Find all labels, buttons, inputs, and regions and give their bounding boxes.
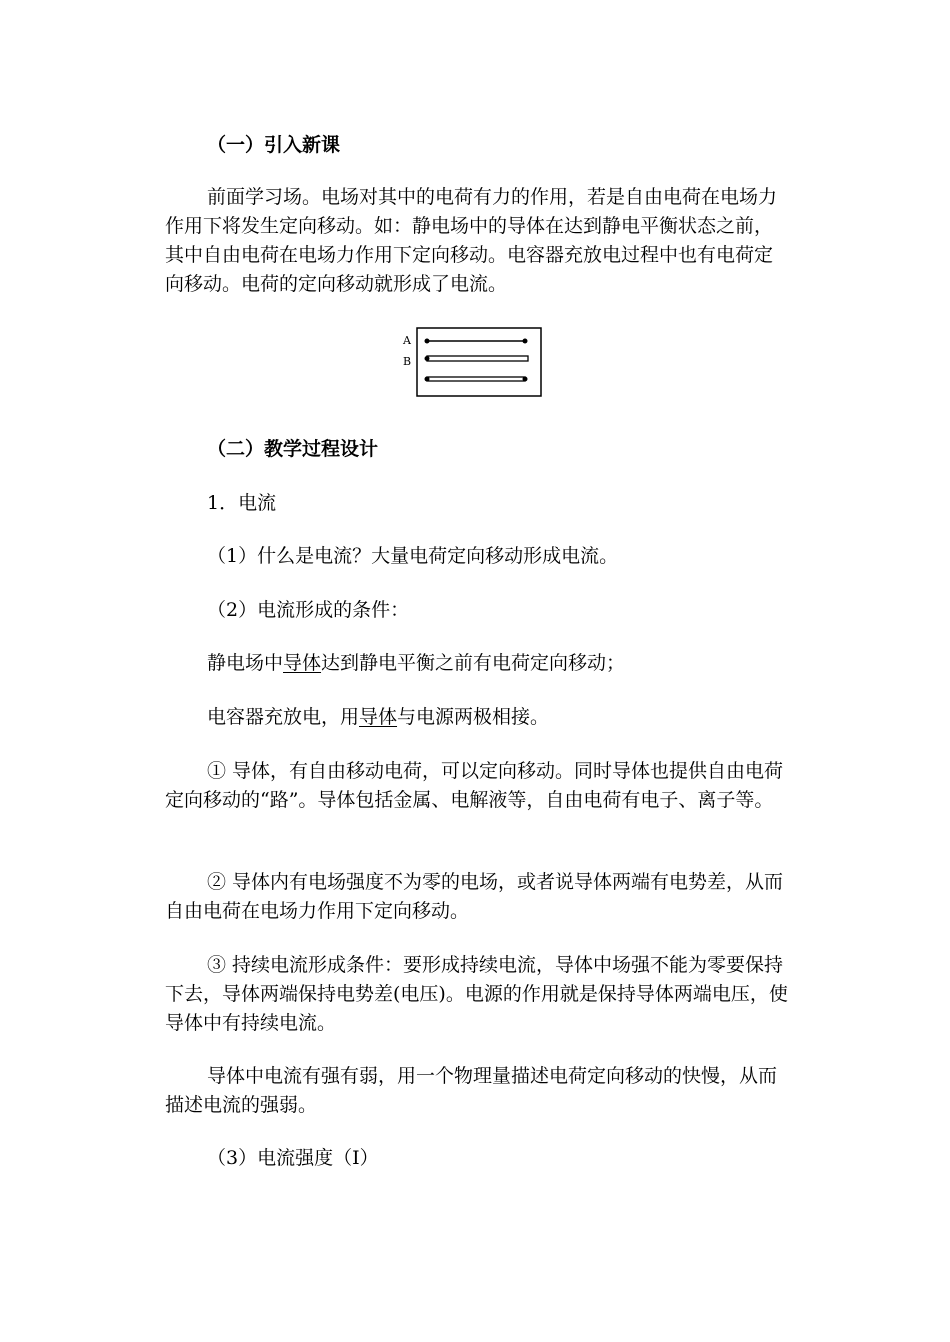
question-conditions: （2）电流形成的条件： <box>207 599 410 621</box>
closing-paragraph: 导体中电流有强有弱，用一个物理量描述电荷定向移动的快慢，从而描述电流的强弱。 <box>165 1065 778 1116</box>
condition-electrostatic: 静电场中导体达到静电平衡之前有电荷定向移动； <box>207 652 626 674</box>
point-2: ② 导体内有电场强度不为零的电场，或者说导体两端有电势差，从而自由电荷在电场力作用下定向移动。 <box>165 871 784 922</box>
diagram-frame <box>417 328 541 396</box>
conductor-b-end <box>425 356 430 361</box>
conductor-diagram <box>396 327 546 399</box>
item-current: 1．电流 <box>207 492 277 514</box>
wire-a-end-left <box>425 339 430 344</box>
conductor-b <box>427 356 528 361</box>
question-what-is-current: （1）什么是电流？大量电荷定向移动形成电流。 <box>207 545 619 567</box>
conductor-c-end-left <box>425 377 430 382</box>
point-1: ① 导体，有自由移动电荷，可以定向移动。同时导体也提供自由电荷定向移动的“路”。导体包括金属、电解液等，自由电荷有电子、离子等。 <box>165 760 784 811</box>
section-heading-intro: （一）引入新课 <box>207 134 341 156</box>
underlined-conductor: 导体 <box>283 652 322 674</box>
wire-a-end-right <box>523 339 528 344</box>
underlined-conductor: 导体 <box>359 706 398 728</box>
point-3: ③ 持续电流形成条件：要形成持续电流，导体中场强不能为零要保持下去，导体两端保持电势差(电压)。电源的作用就是保持导体两端电压，使导体中有持续电流。 <box>165 954 788 1034</box>
question-current-intensity: （3）电流强度（I） <box>207 1147 379 1169</box>
section-heading-process: （二）教学过程设计 <box>207 438 379 460</box>
conductor-c <box>427 377 525 381</box>
diagram-label-a: A <box>403 334 411 347</box>
intro-paragraph: 前面学习场。电场对其中的电荷有力的作用，若是自由电荷在电场力作用下将发生定向移动。如：静电场中的导体在达到静电平衡状态之前，其中自由电荷在电场力作用下定向移动。电容器充放电过程中也有电荷定向移动。电荷的定向移动就形成了电流。 <box>165 186 778 295</box>
condition-capacitor: 电容器充放电，用导体与电源两极相接。 <box>207 706 550 728</box>
diagram-label-b: B <box>403 355 412 368</box>
conductor-c-end-right <box>523 377 528 382</box>
